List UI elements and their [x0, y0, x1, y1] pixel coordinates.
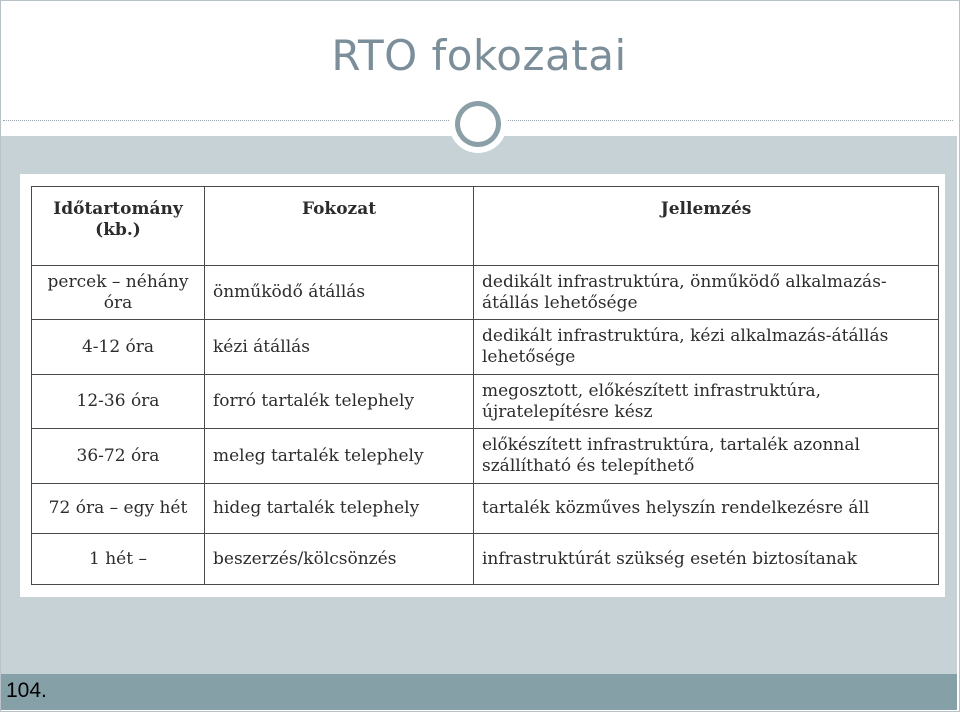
rto-table-image — [20, 174, 945, 597]
cell-description: infrastruktúrát szükség esetén biztosítanak — [474, 534, 939, 585]
cell-level: forró tartalék telephely — [205, 374, 474, 429]
cell-description: dedikált infrastruktúra, önműködő alkalmazás-átállás lehetősége — [474, 265, 939, 320]
cell-level: kézi átállás — [205, 320, 474, 375]
page-number: 104. — [6, 679, 47, 702]
cell-level: beszerzés/kölcsönzés — [205, 534, 474, 585]
cell-time-range: percek – néhány óra — [32, 265, 205, 320]
cell-time-range: 4-12 óra — [32, 320, 205, 375]
header-time-range: Időtartomány (kb.) — [32, 187, 205, 266]
cell-time-range: 12-36 óra — [32, 374, 205, 429]
cell-time-range: 36-72 óra — [32, 429, 205, 484]
table-row — [32, 534, 939, 585]
table-row — [32, 320, 939, 375]
cell-time-range: 1 hét – — [32, 534, 205, 585]
rto-table — [31, 186, 939, 585]
cell-level: hideg tartalék telephely — [205, 483, 474, 534]
cell-time-range: 72 óra – egy hét — [32, 483, 205, 534]
cell-level: önműködő átállás — [205, 265, 474, 320]
slide-title: RTO fokozatai — [331, 31, 627, 80]
cell-level: meleg tartalék telephely — [205, 429, 474, 484]
table-row — [32, 374, 939, 429]
cell-description: előkészített infrastruktúra, tartalék azonnal szállítható és telepíthető — [474, 429, 939, 484]
table-header-row — [32, 187, 939, 266]
header-description: Jellemzés — [474, 187, 939, 266]
header-level: Fokozat — [205, 187, 474, 266]
cell-description: tartalék közműves helyszín rendelkezésre áll — [474, 483, 939, 534]
table-row — [32, 429, 939, 484]
table-row — [32, 483, 939, 534]
circle-ornament-center — [460, 106, 496, 142]
cell-description: dedikált infrastruktúra, kézi alkalmazás-átállás lehetősége — [474, 320, 939, 375]
footer-bar — [1, 674, 957, 710]
cell-description: megosztott, előkészített infrastruktúra, újratelepítésre kész — [474, 374, 939, 429]
table-row — [32, 265, 939, 320]
